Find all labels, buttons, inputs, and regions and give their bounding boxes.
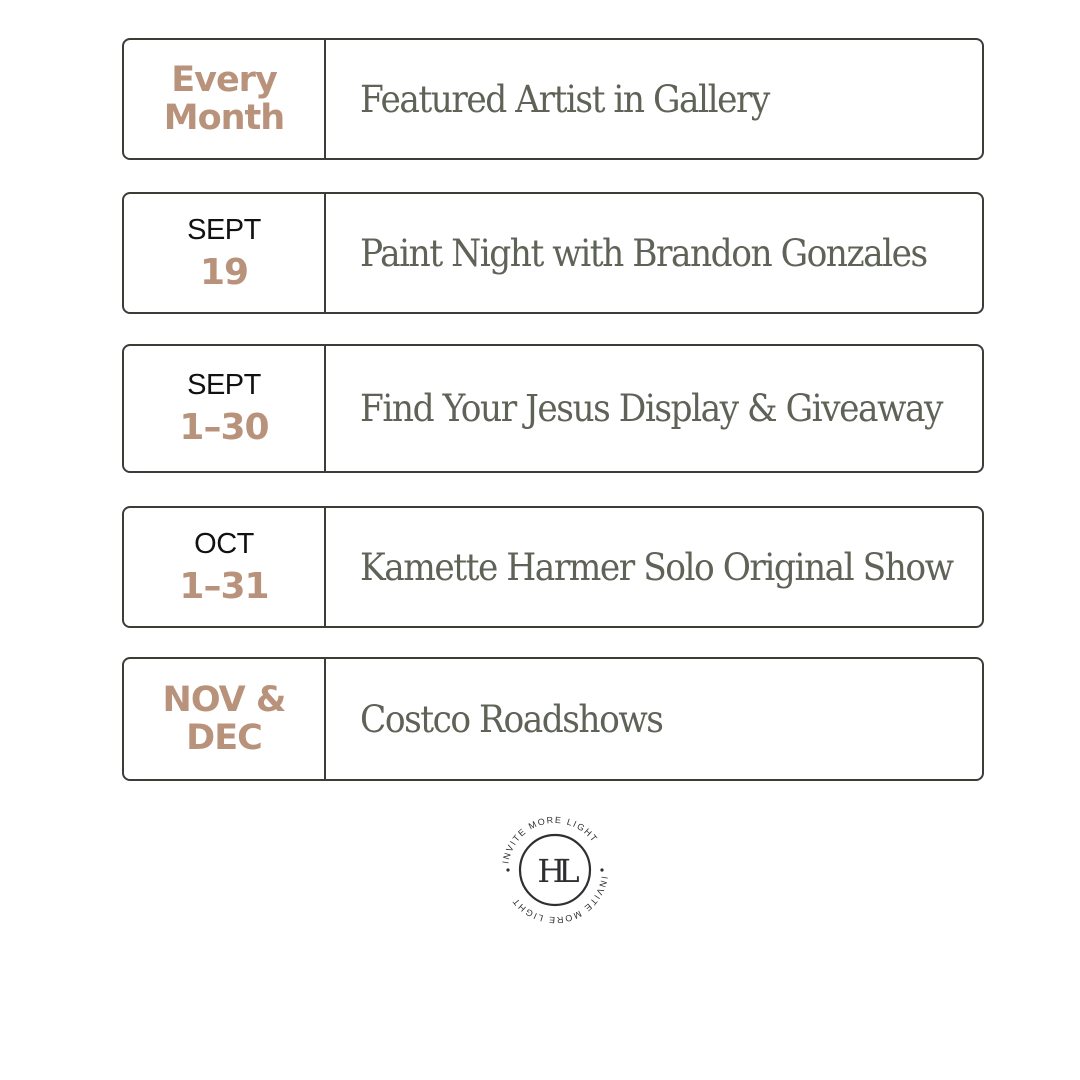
event-card-featured-artist <box>122 38 984 160</box>
event-card-solo-show <box>122 506 984 628</box>
event-day: 1–31 <box>179 565 269 607</box>
event-title-cell <box>326 508 997 626</box>
event-date <box>124 40 326 158</box>
event-title: Costco Roadshows <box>360 697 663 741</box>
event-date-line1: Every <box>171 60 277 100</box>
seal-dot-left <box>506 868 509 871</box>
event-title: Featured Artist in Gallery <box>360 77 769 121</box>
seal-ring-text-lower: INVITE MORE LIGHT <box>509 875 610 925</box>
event-date <box>124 508 326 626</box>
event-month: OCT <box>194 527 254 560</box>
event-day: 19 <box>199 251 249 293</box>
hl-monogram-seal-icon <box>500 815 610 925</box>
event-card-paint-night <box>122 192 984 314</box>
event-month: SEPT <box>187 213 261 246</box>
event-title: Paint Night with Brandon Gonzales <box>360 231 927 275</box>
event-card-find-your-jesus <box>122 344 984 473</box>
event-day: 1–30 <box>179 407 269 448</box>
event-date-line1: NOV & <box>162 680 286 720</box>
event-title-cell <box>326 659 982 779</box>
event-title-cell <box>326 346 986 471</box>
event-date-line2: DEC <box>186 718 262 758</box>
seal-monogram: HL <box>537 852 573 890</box>
event-title: Kamette Harmer Solo Original Show <box>360 545 953 589</box>
event-date-line2: Month <box>163 98 285 138</box>
event-title: Find Your Jesus Display & Giveaway <box>360 387 942 430</box>
event-date <box>124 659 326 779</box>
event-card-costco-roadshows <box>122 657 984 781</box>
event-date <box>124 346 326 471</box>
seal-ring-text: INVITE MORE LIGHT <box>500 815 601 865</box>
event-month: SEPT <box>187 369 261 401</box>
event-title-cell <box>326 40 982 158</box>
event-date <box>124 194 326 312</box>
event-title-cell <box>326 194 982 312</box>
seal-dot-right <box>600 868 603 871</box>
